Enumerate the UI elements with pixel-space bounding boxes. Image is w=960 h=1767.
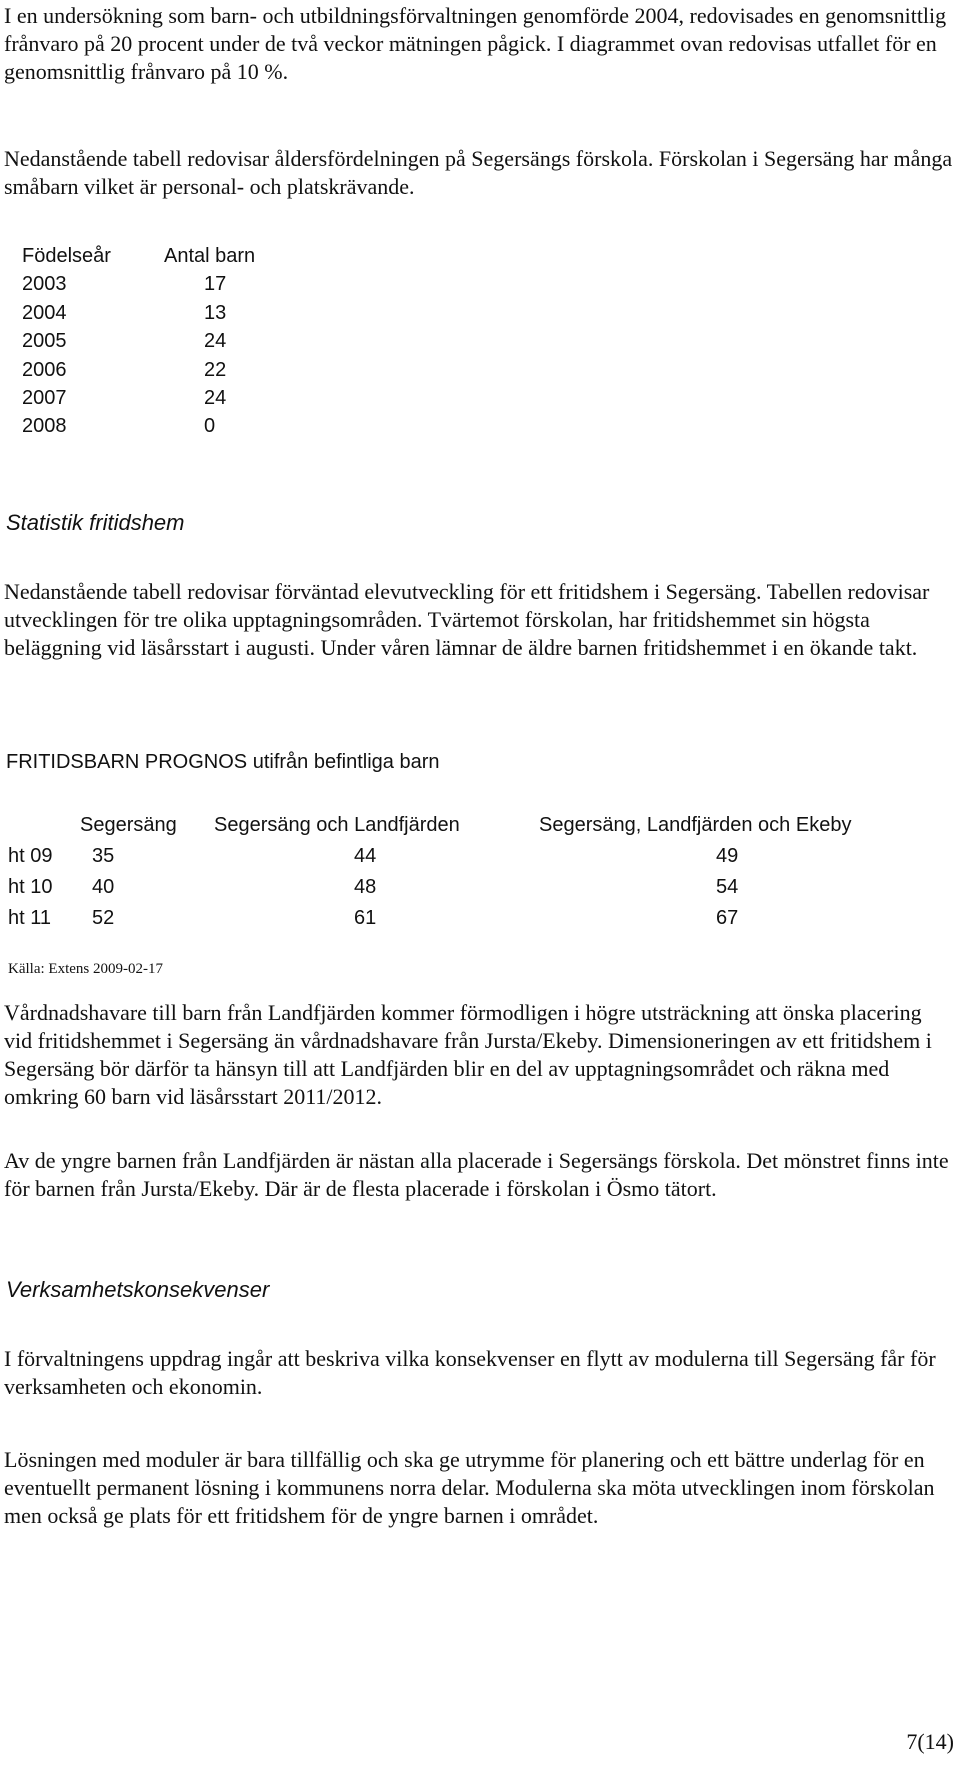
solution-paragraph: Lösningen med moduler är bara tillfällig och ska ge utrymme för planering och ett bättre underlag för en eventuellt permanent lösning i kommunens norra delar. Modulerna ska möta utvecklingen inom förskolan men också ge plats för ett fritidshem för de yngre barnen i området. <box>4 1447 935 1528</box>
value-cell: 48 <box>354 876 377 898</box>
stats-heading: Statistik fritidshem <box>6 510 185 535</box>
mission-paragraph: I förvaltningens uppdrag ingår att beskriva vilka konsekvenser en flytt av modulerna till Segersäng får för verksamheten och ekonomin. <box>4 1346 936 1399</box>
child-count-cell: 22 <box>204 358 227 381</box>
guardians-paragraph-2: Av de yngre barnen från Landfjärden är nästan alla placerade i Segersängs förskola. Det mönstret finns inte för barnen från Jursta/Ekeby. Där är de flesta placerade i förskolan i Ösmo tätort. <box>4 1148 949 1201</box>
fritids-paragraph: Nedanstående tabell redovisar förväntad elevutveckling för ett fritidshem i Segersäng. Tabellen redovisar utvecklingen för tre olika upptagningsområden. Tvärtemot förskolan, har fritidshemmet sin högsta beläggning vid läsårsstart i augusti. Under våren lämnar de äldre barnen fritidshemmet i en ökande takt. <box>4 579 930 660</box>
term-cell: ht 09 <box>8 845 53 867</box>
value-cell: 40 <box>92 876 115 898</box>
birth-year-cell: 2006 <box>22 358 67 381</box>
value-cell: 49 <box>716 845 739 867</box>
value-cell: 54 <box>716 876 739 898</box>
table-header-row <box>22 242 264 270</box>
child-count-cell: 17 <box>204 273 227 296</box>
page-number: 7(14) <box>906 1729 954 1754</box>
header-child-count: Antal barn <box>164 245 256 267</box>
value-cell: 67 <box>716 907 739 929</box>
birth-year-cell: 2007 <box>22 387 67 410</box>
consequences-heading: Verksamhetskonsekvenser <box>6 1277 270 1302</box>
birth-year-table <box>22 242 264 441</box>
child-count-cell: 24 <box>204 387 227 410</box>
age-distribution-paragraph: Nedanstående tabell redovisar åldersfördelningen på Segersängs förskola. Förskolan i Segersäng har många småbarn vilket är personal- och platskrävande. <box>4 146 953 199</box>
table-row <box>22 299 264 327</box>
value-cell: 52 <box>92 907 115 929</box>
forecast-table-title: FRITIDSBARN PROGNOS utifrån befintliga barn <box>6 751 440 773</box>
child-count-cell: 0 <box>204 415 216 438</box>
guardians-paragraph: Vårdnadshavare till barn från Landfjärden kommer förmodligen i högre utsträckning att önska placering vid fritidshemmet i Segersäng än vårdnadshavare från Jursta/Ekeby. Dimensioneringen av ett fritidshem i Segersäng bör därför ta hänsyn till att Landfjärden blir en del av upptagningsområdet och räkna med omkring 60 barn vid läsårsstart 2011/2012. <box>4 1000 932 1109</box>
table-row <box>22 327 264 355</box>
birth-year-cell: 2003 <box>22 273 67 296</box>
table-row <box>22 356 264 384</box>
birth-year-cell: 2004 <box>22 301 67 324</box>
term-cell: ht 10 <box>8 876 53 898</box>
header-segersang-landfjarden: Segersäng och Landfjärden <box>214 814 460 836</box>
header-segersang: Segersäng <box>80 814 177 836</box>
table-row <box>22 384 264 412</box>
term-cell: ht 11 <box>8 907 51 929</box>
table-row <box>22 270 264 298</box>
table-row <box>22 412 264 440</box>
child-count-cell: 13 <box>204 301 227 324</box>
table-source: Källa: Extens 2009-02-17 <box>8 961 163 977</box>
value-cell: 35 <box>92 845 115 867</box>
child-count-cell: 24 <box>204 330 227 353</box>
header-segersang-landfjarden-ekeby: Segersäng, Landfjärden och Ekeby <box>539 814 852 836</box>
birth-year-cell: 2008 <box>22 415 67 438</box>
value-cell: 61 <box>354 907 377 929</box>
header-birth-year: Födelseår <box>22 245 111 267</box>
birth-year-cell: 2005 <box>22 330 67 353</box>
value-cell: 44 <box>354 845 377 867</box>
intro-paragraph: I en undersökning som barn- och utbildningsförvaltningen genomförde 2004, redovisades en genomsnittlig frånvaro på 20 procent under de två veckor mätningen pågick. I diagrammet ovan redovisas utfallet för en genomsnittlig frånvaro på 10 %. <box>4 3 947 84</box>
